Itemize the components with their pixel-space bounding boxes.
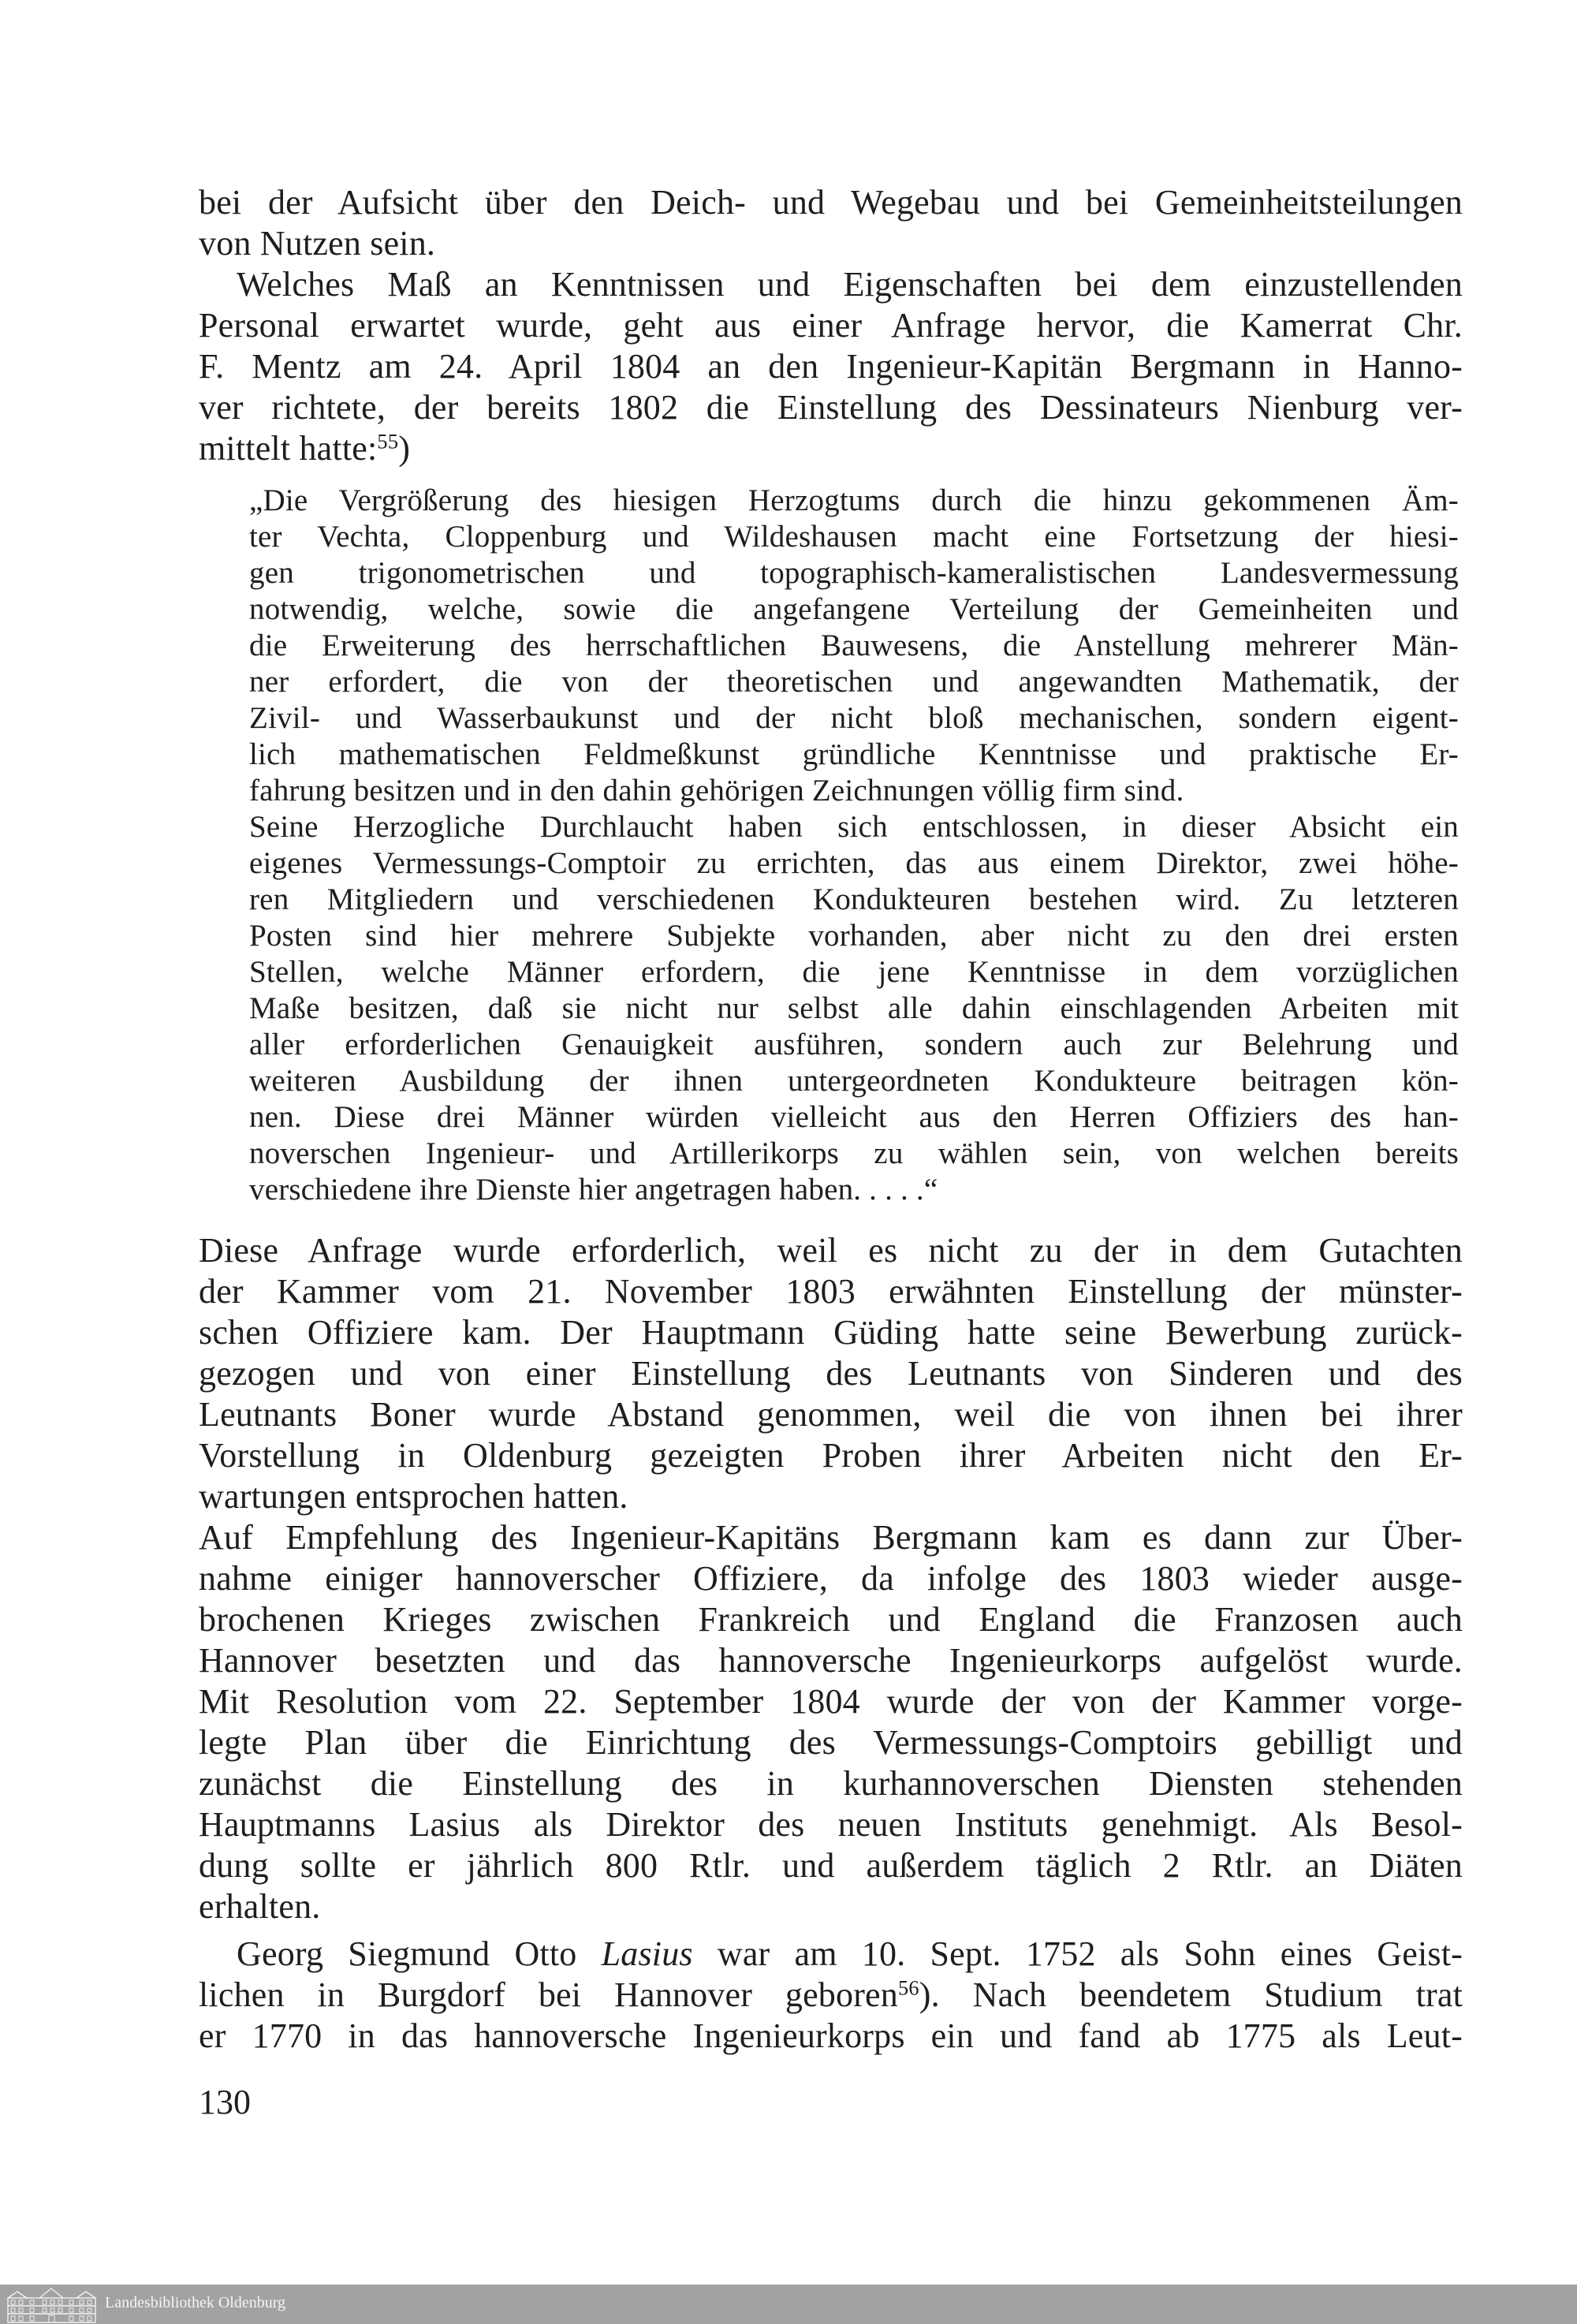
text-line: schen Offiziere kam. Der Hauptmann Güding hatte seine Bewerbung zurück- (199, 1313, 1463, 1352)
quote-line: ter Vechta, Cloppenburg und Wildeshausen macht eine Fortsetzung der hiesi- (249, 520, 1459, 554)
quote-line: lich mathematischen Feldmeßkunst gründliche Kenntnisse und praktische Er- (249, 737, 1459, 771)
text-line: Welches Maß an Kenntnissen und Eigenschaften bei dem einzustellenden (237, 265, 1463, 304)
page-number: 130 (199, 2083, 251, 2121)
text-line: ver richtete, der bereits 1802 die Einstellung des Dessinateurs Nienburg ver- (199, 388, 1463, 427)
quote-line: die Erweiterung des herrschaftlichen Bauwesens, die Anstellung mehrerer Män- (249, 629, 1459, 662)
text-line: legte Plan über die Einrichtung des Vermessungs-Comptoirs gebilligt und (199, 1723, 1463, 1762)
text-line: er 1770 in das hannoversche Ingenieurkorps ein und fand ab 1775 als Leut- (199, 2016, 1463, 2055)
text-line: Leutnants Boner wurde Abstand genommen, weil die von ihnen bei ihrer (199, 1395, 1463, 1434)
quote-line: noverschen Ingenieur- und Artillerikorps zu wählen sein, von welchen bereits (249, 1136, 1459, 1170)
paren: ) (398, 429, 411, 468)
quote-line: weiteren Ausbildung der ihnen untergeordneten Kondukteure beitragen kön- (249, 1064, 1459, 1098)
text-line: zunächst die Einstellung des in kurhannoverschen Diensten stehenden (199, 1764, 1463, 1803)
library-building-icon (6, 2287, 97, 2323)
text: Georg Siegmund Otto (237, 1934, 602, 1973)
text-line: wartungen entsprochen hatten. (199, 1477, 628, 1516)
text-line: Hannover besetzten und das hannoversche Ingenieurkorps aufgelöst wurde. (199, 1641, 1463, 1680)
text: lichen in Burgdorf bei Hannover geboren (199, 1975, 898, 2014)
quote-line: aller erforderlichen Genauigkeit ausführen, sondern auch zur Belehrung und (249, 1028, 1459, 1061)
text-line (199, 1975, 1463, 2015)
text-line: Diese Anfrage wurde erforderlich, weil es nicht zu der in dem Gutachten (199, 1231, 1463, 1270)
text-line (237, 1934, 1463, 1974)
text-line: Vorstellung in Oldenburg gezeigten Proben ihrer Arbeiten nicht den Er- (199, 1436, 1463, 1475)
footnote-ref[interactable]: 56 (897, 1975, 919, 2000)
text-line: Auf Empfehlung des Ingenieur-Kapitäns Bergmann kam es dann zur Über- (199, 1518, 1463, 1557)
footnote-ref[interactable]: 55 (377, 429, 399, 453)
quote-line: Seine Herzogliche Durchlaucht haben sich entschlossen, in dieser Absicht ein (249, 810, 1459, 844)
text: ). Nach beendetem Studium trat (919, 1975, 1463, 2014)
text-line: der Kammer vom 21. November 1803 erwähnten Einstellung der münster- (199, 1272, 1463, 1311)
library-name: Landesbibliothek Oldenburg (105, 2294, 286, 2311)
text-line: Personal erwartet wurde, geht aus einer Anfrage hervor, die Kamerrat Chr. (199, 306, 1463, 345)
text-line: gezogen und von einer Einstellung des Leutnants von Sinderen und des (199, 1354, 1463, 1393)
text-line: bei der Aufsicht über den Deich- und Wegebau und bei Gemeinheitsteilungen (199, 183, 1463, 222)
text-line: erhalten. (199, 1887, 321, 1926)
quote-line: Stellen, welche Männer erfordern, die jene Kenntnisse in dem vorzüglichen (249, 955, 1459, 989)
quote-line: Maße besitzen, daß sie nicht nur selbst alle dahin einschlagenden Arbeiten mit (249, 991, 1459, 1025)
quote-line: ren Mitgliedern und verschiedenen Kondukteuren bestehen wird. Zu letzteren (249, 882, 1459, 916)
text-line: F. Mentz am 24. April 1804 an den Ingenieur-Kapitän Bergmann in Hanno- (199, 347, 1463, 386)
quote-line: fahrung besitzen und in den dahin gehörigen Zeichnungen völlig firm sind. (249, 774, 1184, 808)
text-line: dung sollte er jährlich 800 Rtlr. und außerdem täglich 2 Rtlr. an Diäten (199, 1846, 1463, 1885)
text: mittelt hatte: (199, 429, 378, 468)
text-line: Hauptmanns Lasius als Direktor des neuen Instituts genehmigt. Als Besol- (199, 1805, 1463, 1844)
text-line: Mit Resolution vom 22. September 1804 wurde der von der Kammer vorge- (199, 1682, 1463, 1721)
text-line: von Nutzen sein. (199, 224, 436, 263)
quote-line: nen. Diese drei Männer würden vielleicht aus den Herren Offiziers des han- (249, 1100, 1459, 1134)
quote-line: Posten sind hier mehrere Subjekte vorhanden, aber nicht zu den drei ersten (249, 919, 1459, 953)
italic-name: Lasius (601, 1934, 693, 1973)
text: war am 10. Sept. 1752 als Sohn eines Geist- (692, 1934, 1463, 1973)
quote-line: gen trigonometrischen und topographisch-kameralistischen Landesvermessung (249, 556, 1459, 590)
footer-bar (0, 2285, 1577, 2324)
text-line (199, 428, 1463, 468)
quote-line: Zivil- und Wasserbaukunst und der nicht bloß mechanischen, sondern eigent- (249, 701, 1459, 735)
quote-line: verschiedene ihre Dienste hier angetragen haben. . . . .“ (249, 1173, 938, 1207)
text-line: nahme einiger hannoverscher Offiziere, da infolge des 1803 wieder ausge- (199, 1559, 1463, 1598)
quote-line: „Die Vergrößerung des hiesigen Herzogtums durch die hinzu gekommenen Äm- (249, 483, 1459, 517)
text-line: brochenen Krieges zwischen Frankreich und England die Franzosen auch (199, 1600, 1463, 1639)
quote-line: ner erfordert, die von der theoretischen und angewandten Mathematik, der (249, 665, 1459, 699)
quote-line: notwendig, welche, sowie die angefangene Verteilung der Gemeinheiten und (249, 592, 1459, 626)
quote-line: eigenes Vermessungs-Comptoir zu errichten, das aus einem Direktor, zwei höhe- (249, 846, 1459, 880)
